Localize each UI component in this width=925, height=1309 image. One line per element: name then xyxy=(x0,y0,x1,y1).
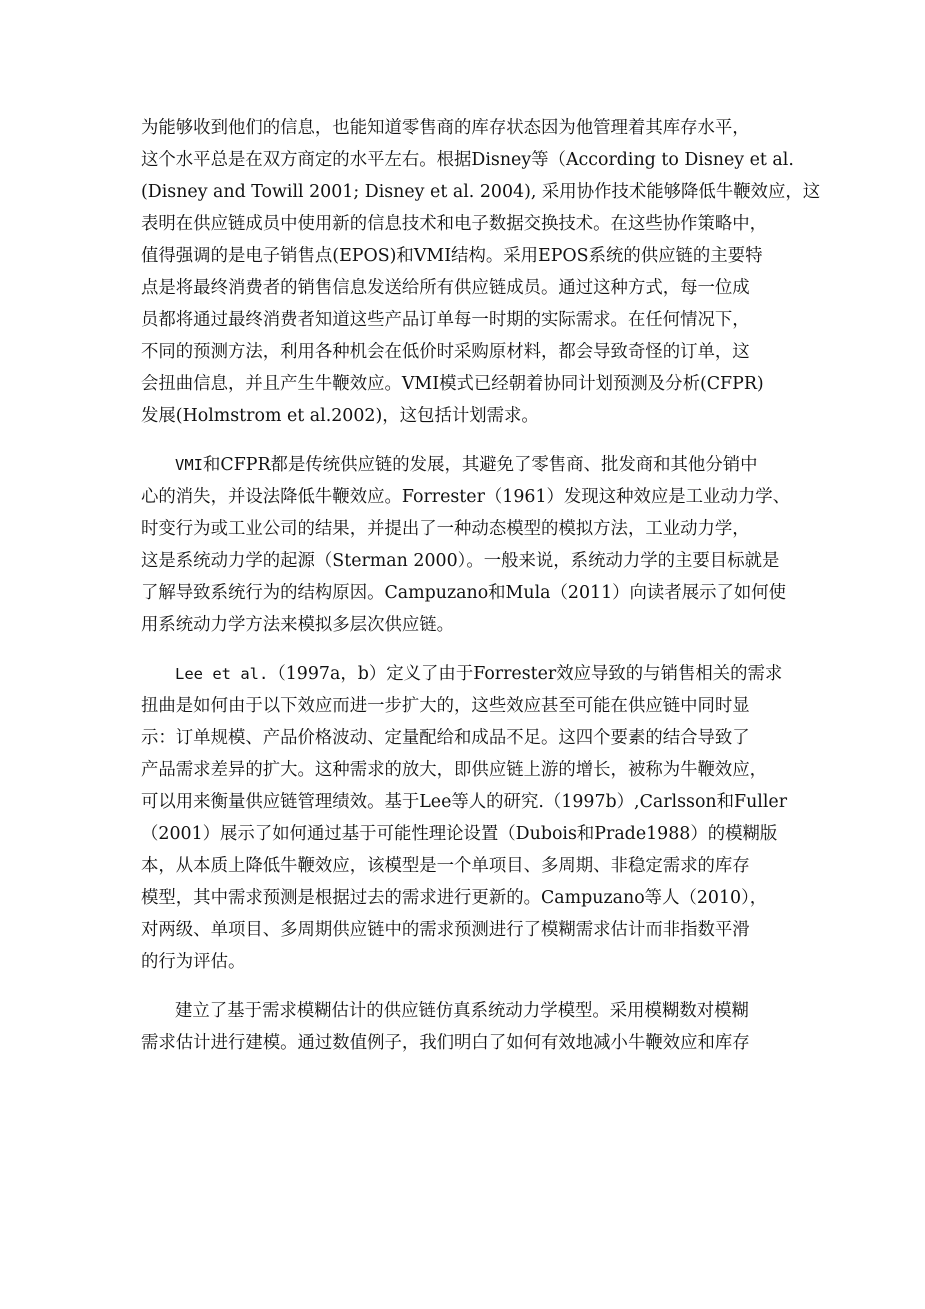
paragraph-line: 扭曲是如何由于以下效应而进一步扩大的，这些效应甚至可能在供应链中同时显 xyxy=(141,696,750,716)
paragraph-line: 本，从本质上降低牛鞭效应，该模型是一个单项目、多周期、非稳定需求的库存 xyxy=(141,856,750,876)
paragraph-line: (Disney and Towill 2001; Disney et al. 2004), 采用协作技术能够降低牛鞭效应，这 xyxy=(141,182,821,202)
paragraph-line: 为能够收到他们的信息，也能知道零售商的库存状态因为他管理着其库存水平， xyxy=(141,118,750,138)
mono-prefix: VMI xyxy=(175,456,203,474)
paragraph-line: 员都将通过最终消费者知道这些产品订单每一时期的实际需求。在任何情况下， xyxy=(141,310,750,330)
paragraph-first-line xyxy=(141,449,791,481)
paragraph-3 xyxy=(141,658,791,978)
paragraph-line: 产品需求差异的扩大。这种需求的放大，即供应链上游的增长，被称为牛鞭效应， xyxy=(141,760,768,780)
paragraph-line: 这是系统动力学的起源（Sterman 2000）。一般来说，系统动力学的主要目标就是 xyxy=(141,551,780,571)
paragraph-line: 值得强调的是电子销售点(EPOS)和VMI结构。采用EPOS系统的供应链的主要特 xyxy=(141,246,763,266)
paragraph-line: 点是将最终消费者的销售信息发送给所有供应链成员。通过这种方式，每一位成 xyxy=(141,278,750,298)
paragraph-line: 不同的预测方法，利用各种机会在低价时采购原材料，都会导致奇怪的订单，这 xyxy=(141,342,750,362)
paragraph-line: 了解导致系统行为的结构原因。Campuzano和Mula（2011）向读者展示了如何使 xyxy=(141,583,787,603)
paragraph-line: 模型，其中需求预测是根据过去的需求进行更新的。Campuzano等人（2010）， xyxy=(141,888,768,908)
paragraph-2 xyxy=(141,449,791,641)
paragraph-line: 可以用来衡量供应链管理绩效。基于Lee等人的研究.（1997b）,Carlsson和Fuller xyxy=(141,792,788,812)
paragraph-line: 发展(Holmstrom et al.2002)，这包括计划需求。 xyxy=(141,406,539,426)
body-text xyxy=(141,112,821,1076)
paragraph-line: （2001）展示了如何通过基于可能性理论设置（Dubois和Prade1988）的模糊版 xyxy=(141,824,778,844)
paragraph-line: 时变行为或工业公司的结果，并提出了一种动态模型的模拟方法，工业动力学， xyxy=(141,519,750,539)
paragraph-line: 用系统动力学方法来模拟多层次供应链。 xyxy=(141,615,455,635)
mono-prefix: Lee et al. xyxy=(175,665,269,683)
paragraph-first-line xyxy=(141,658,791,690)
paragraph-first-line: 建立了基于需求模糊估计的供应链仿真系统动力学模型。采用模糊数对模糊 xyxy=(175,1001,749,1021)
paragraph-line: 会扭曲信息，并且产生牛鞭效应。VMI模式已经朝着协同计划预测及分析(CFPR) xyxy=(141,374,764,394)
paragraph-line: 需求估计进行建模。通过数值例子，我们明白了如何有效地减小牛鞭效应和库存 xyxy=(141,1033,750,1053)
paragraph-line-text: （1997a，b）定义了由于Forrester效应导致的与销售相关的需求 xyxy=(268,664,783,684)
paragraph-line: 表明在供应链成员中使用新的信息技术和电子数据交换技术。在这些协作策略中， xyxy=(141,214,768,234)
paragraph-line: 示：订单规模、产品价格波动、定量配给和成品不足。这四个要素的结合导致了 xyxy=(141,728,750,748)
paragraph-line: 心的消失，并设法降低牛鞭效应。Forrester（1961）发现这种效应是工业动力学、 xyxy=(141,487,791,507)
paragraph-line-text: 和CFPR都是传统供应链的发展，其避免了零售商、批发商和其他分销中 xyxy=(203,455,758,475)
paragraph-line: 对两级、单项目、多周期供应链中的需求预测进行了模糊需求估计而非指数平滑 xyxy=(141,920,750,940)
paragraph-line: 这个水平总是在双方商定的水平左右。根据Disney等（According to Disney et al. xyxy=(141,150,794,170)
paragraph-line: 的行为评估。 xyxy=(141,952,246,972)
paragraph-4 xyxy=(141,995,791,1059)
paragraph-1 xyxy=(141,112,821,432)
